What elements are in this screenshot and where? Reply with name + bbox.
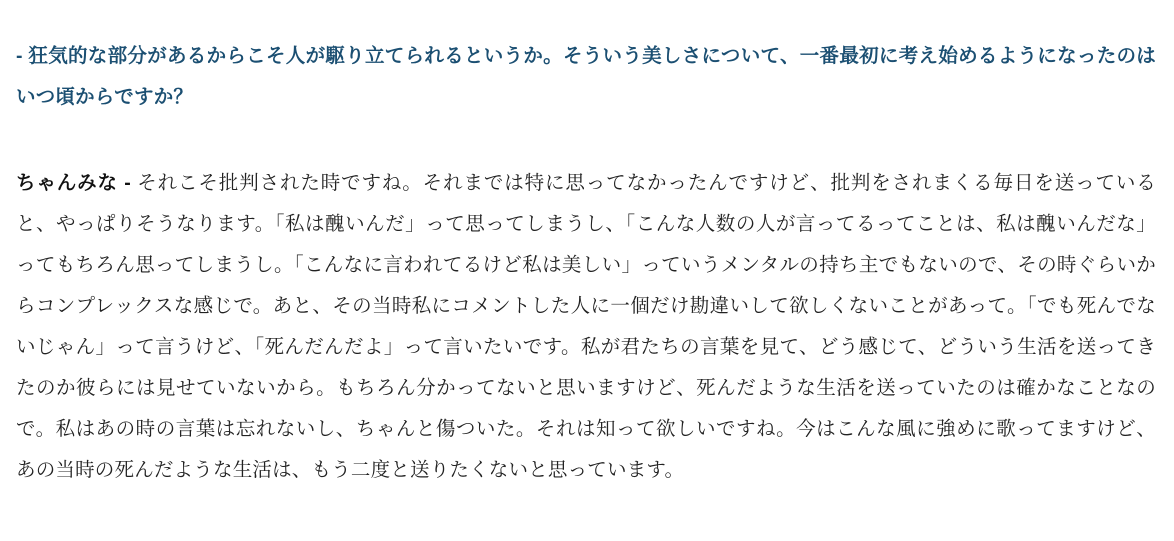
interview-question: - 狂気的な部分があるからこそ人が駆り立てられるというか。そういう美しさについて、一番最初に考え始めるようになったのはいつ頃からですか？ (16, 45, 1156, 108)
interview-answer (16, 118, 1156, 491)
answer-body-text: それこそ批判された時ですね。それまでは特に思ってなかったんですけど、批判をされまくる毎日を送っていると、やっぱりそうなります。「私は醜いんだ」って思ってしまうし、「こんな人数の人が言ってるってことは、私は醜いんだな」ってもちろん思ってしまうし。「こんなに言われてるけど私は美しい」っていうメンタルの持ち主でもないので、その時ぐらいからコンプレックスな感じで。あと、その当時私にコメントした人に一個だけ勘違いして欲しくないことがあって。「でも死んでないじゃん」って言うけど、「死んだんだよ」って言いたいです。私が君たちの言葉を見て、どう感じて、どういう生活を送ってきたのか彼らには見せていないから。もちろん分かってないと思いますけど、死んだような生活を送っていたのは確かなことなので。私はあの時の言葉は忘れないし、ちゃんと傷ついた。それは知って欲しいですね。今はこんな風に強めに歌ってますけど、あの当時の死んだような生活は、もう二度と送りたくないと思っています。 (16, 172, 1156, 481)
interview-article (16, 0, 1156, 491)
answer-speaker-label: ちゃんみな - (16, 172, 138, 194)
